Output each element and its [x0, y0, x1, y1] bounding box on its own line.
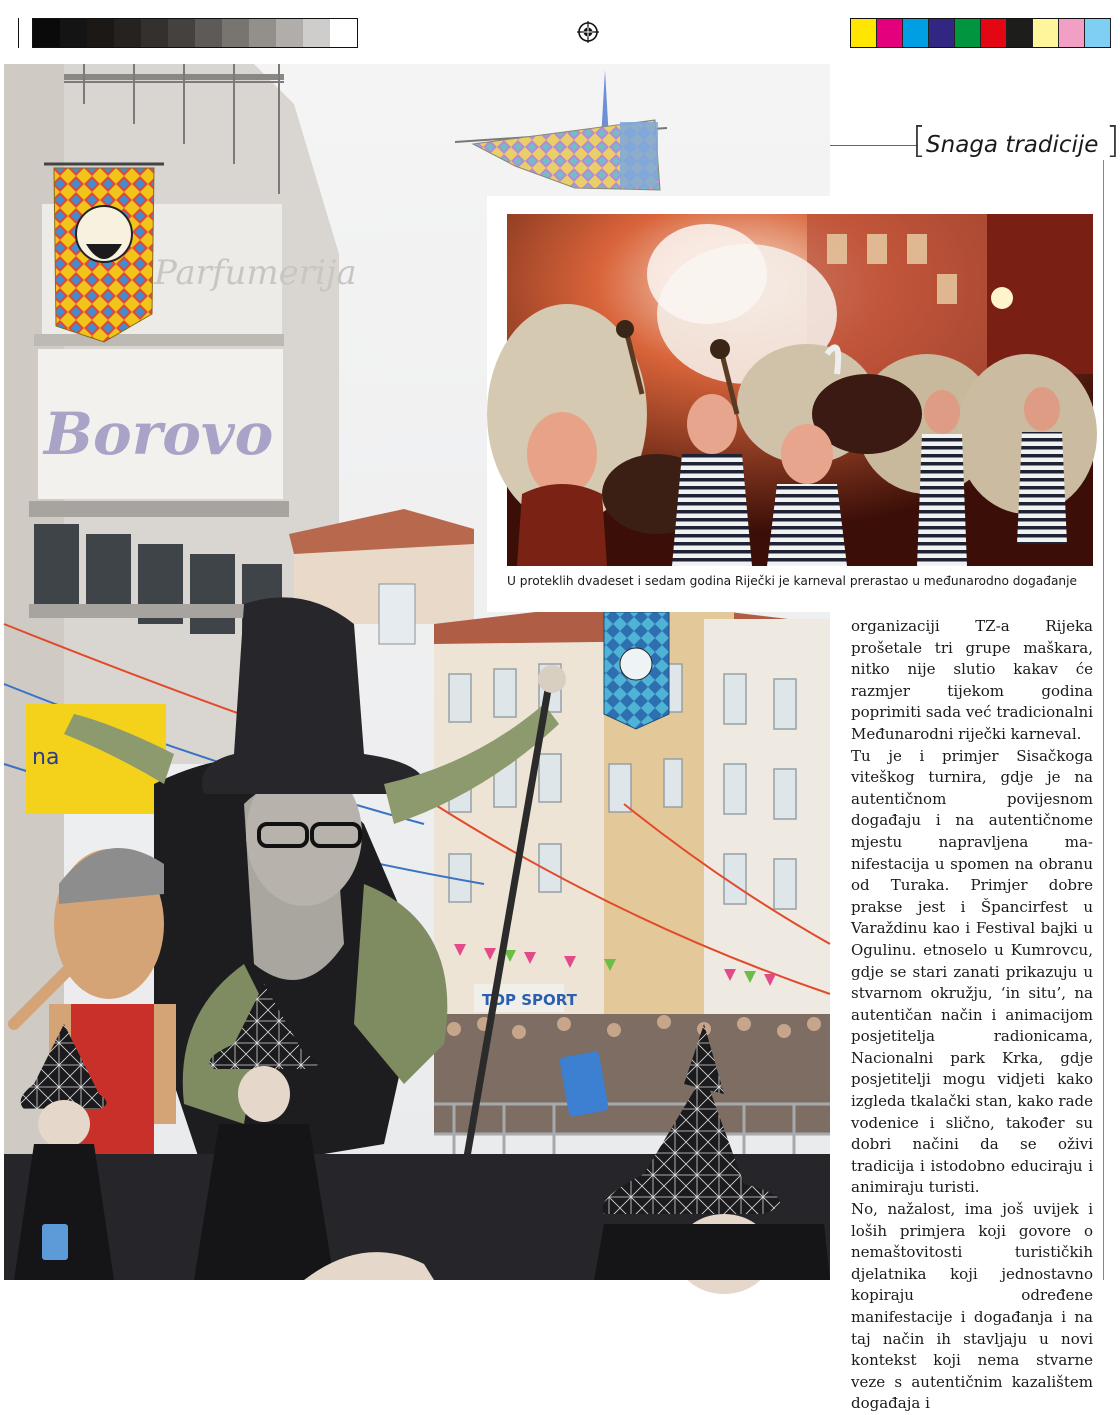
crop-mark	[18, 18, 19, 48]
harlequin-flag	[455, 70, 667, 194]
color-patch-6	[981, 19, 1007, 47]
gray-patch-12	[330, 19, 357, 47]
color-patch-1	[851, 19, 877, 47]
color-patch-8	[1033, 19, 1059, 47]
borovo-sign: Borovo	[44, 400, 274, 468]
gray-patch-7	[195, 19, 222, 47]
color-patch-7	[1007, 19, 1033, 47]
color-patch-5	[955, 19, 981, 47]
gray-patch-2	[60, 19, 87, 47]
paragraph-1: organizaciji TZ-a Rijeka prošetale tri grupe maškara, nitko nije slutio kakav će razmjer tijekom godina poprimiti sada već tradicionalni Međunarodni riječki karneval.	[851, 617, 1093, 743]
section-title	[912, 122, 1120, 160]
gray-patch-10	[276, 19, 303, 47]
shop-sign-text: na	[32, 745, 60, 770]
article-body	[851, 616, 1093, 1415]
color-calibration-bar	[850, 18, 1111, 48]
gray-patch-4	[114, 19, 141, 47]
color-patch-2	[877, 19, 903, 47]
section-title-text: Snaga tradicije	[926, 132, 1099, 158]
gray-patch-5	[141, 19, 168, 47]
gray-patch-6	[168, 19, 195, 47]
paragraph-2: Tu je i primjer Sisačkoga viteškog turnira, gdje je na autentičnom povijesnom događaju i na autentičnome mjestu napravljena manifestacija u spomen na obranu od Turaka. Primjer dobre prakse jest i Špancirfest u Varaždinu kao i Festival bajki u Ogulinu. etnoselo u Kumrovcu, gdje se stari zanati prikazuju u stvarnom okružju, ‘in situ’, na autentičan način i animacijom posjetitelja radionicama, Nacionalni park Krka, gdje posjetitelji mogu vidjeti kako izgleda tkalački stan, kako rade vodenice i slično, također su dobri načini da se oživi tradicija i istodobno educiraju i animiraju turisti.	[851, 746, 1093, 1197]
column-rule	[1103, 160, 1104, 1280]
paragraph-3: No, nažalost, ima još uvijek i loših primjera koji govore o nemaštovitosti turističkih djelatnika koji jednostavno kopiraju određene manifestacije i događanja i na taj način ih stavljaju u novi kontekst koji nema stvarne veze s autentičnim kazalištem događaja i	[851, 1200, 1093, 1413]
registration-mark-icon	[577, 21, 599, 43]
color-patch-3	[903, 19, 929, 47]
gray-patch-3	[87, 19, 114, 47]
top-sport-sign: TOP SPORT	[482, 991, 577, 1009]
bracket-open: [	[912, 120, 927, 161]
color-patch-9	[1059, 19, 1085, 47]
bracket-close: ]	[1105, 120, 1120, 161]
parfumerija-sign: Parfumerija	[154, 253, 357, 293]
photo-caption: U proteklih dvadeset i sedam godina Riječki je karneval prerastao u međunarodno događanje	[507, 574, 1078, 588]
gray-patch-8	[222, 19, 249, 47]
gray-patch-9	[249, 19, 276, 47]
inset-zvoncari-photo	[507, 214, 1093, 566]
grayscale-calibration-bar	[32, 18, 358, 48]
gray-patch-11	[303, 19, 330, 47]
header-rule	[830, 145, 918, 146]
gray-patch-1	[33, 19, 60, 47]
color-patch-10	[1085, 19, 1111, 47]
color-patch-4	[929, 19, 955, 47]
